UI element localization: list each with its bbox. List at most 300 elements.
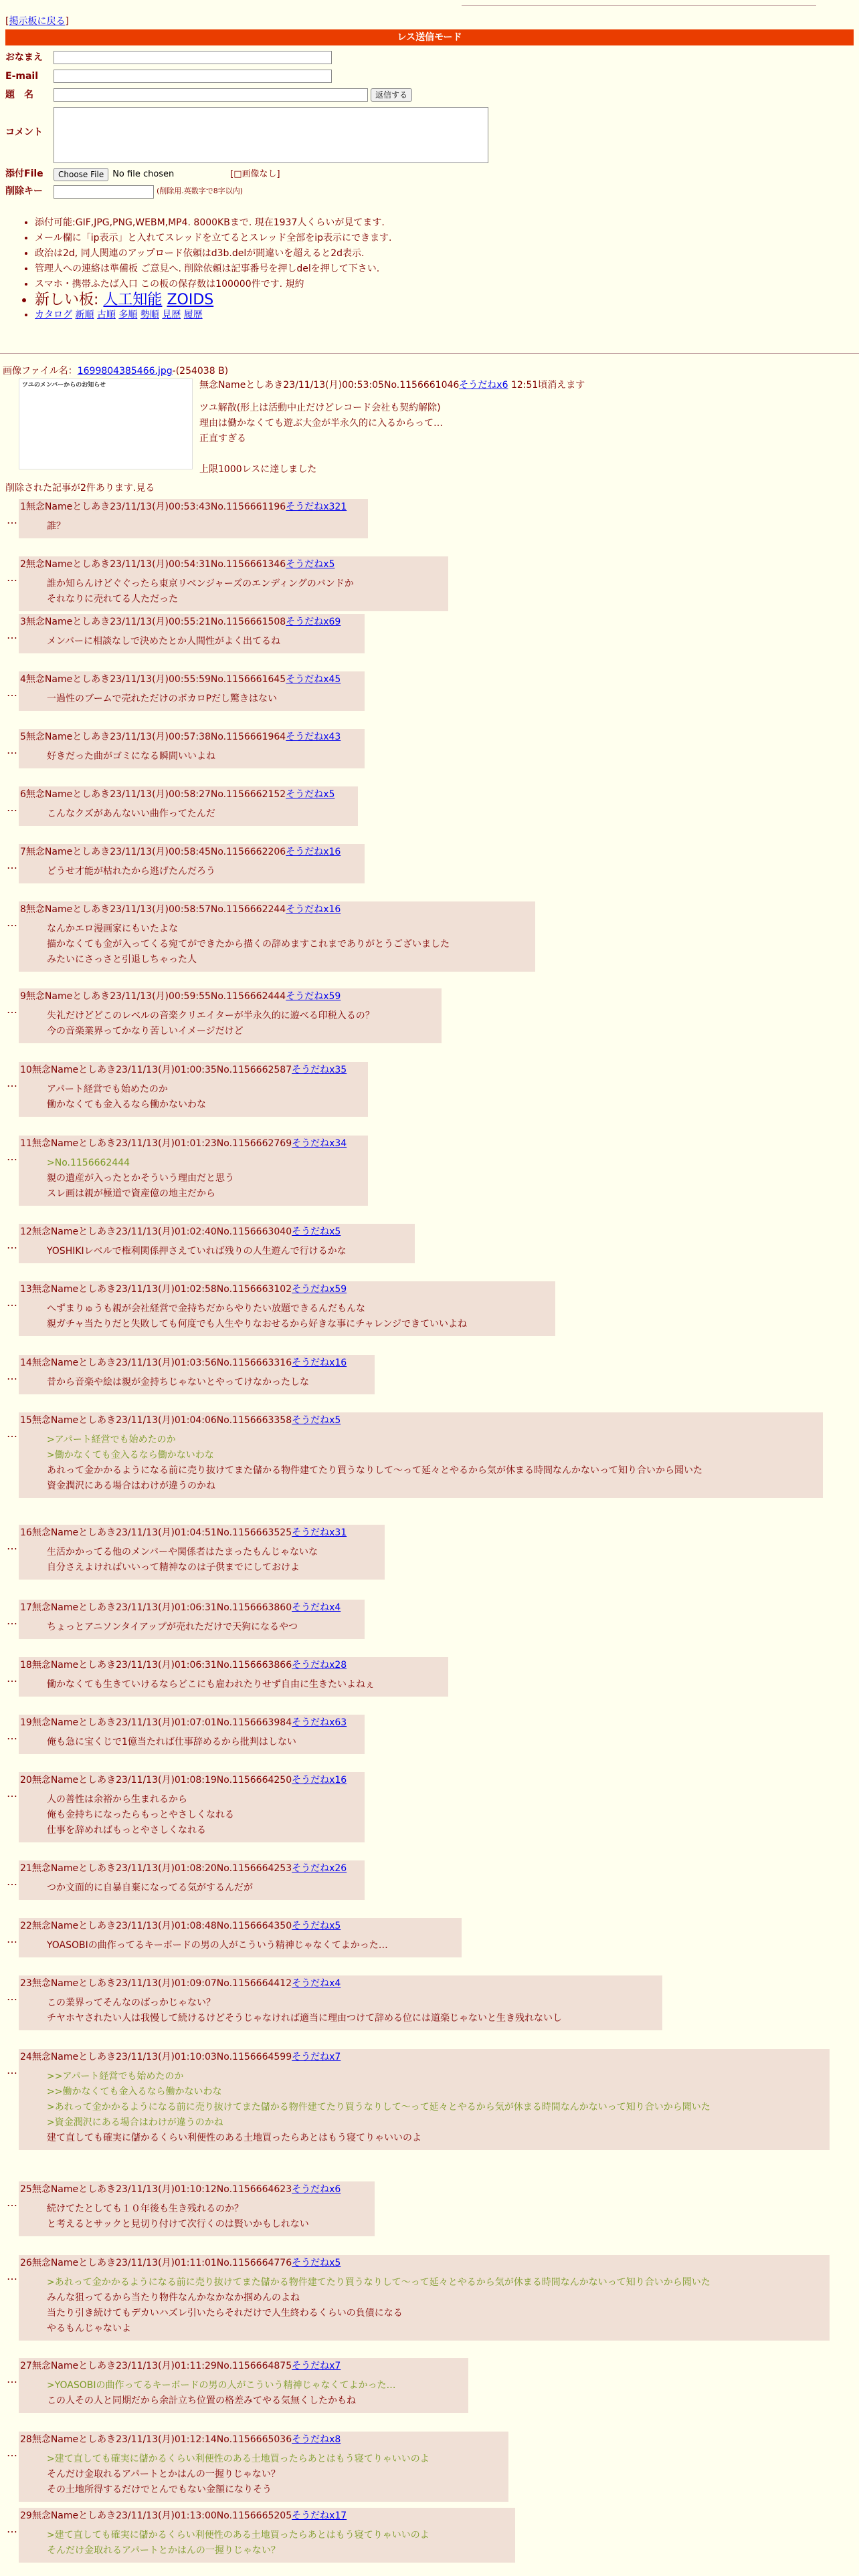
reply-header <box>20 558 436 571</box>
sodane-link[interactable]: そうだねx5 <box>286 789 335 800</box>
reply-menu-dots[interactable]: … <box>7 1077 17 1089</box>
body-line: みんな狙ってるから当たり物件なんかなかなか掴めんのよね <box>47 2292 300 2303</box>
reply-box <box>19 1412 823 1498</box>
history-link[interactable]: 履歴 <box>183 310 203 320</box>
body-line: 親ガチャ当たりだと失敗しても何度でも人生やりなおせるから好きな事にチャレンジできていいよね <box>47 1319 468 1329</box>
reply-meta: 20無念Nameとしあき23/11/13(月)01:08:19No.1156664250 <box>20 1775 292 1786</box>
reply-menu-dots[interactable]: … <box>7 2064 17 2076</box>
comment-row <box>5 107 488 163</box>
back-link-wrap: [掲示板に戻る] <box>5 16 69 27</box>
body-line: 資金潤沢にある場合はわけが違うのかね <box>47 1481 215 1491</box>
reply-menu-dots[interactable]: … <box>7 2446 17 2459</box>
reply-meta: 10無念Nameとしあき23/11/13(月)01:00:35No.1156662587 <box>20 1065 292 1075</box>
body-line: と考えるとサックと見切り付けて次行くのは賢いかもしれない <box>47 2219 309 2230</box>
reply-post <box>0 2255 830 2341</box>
reply-header <box>20 673 353 686</box>
quote-line: >働かなくても金入るなら働かないわな <box>47 1450 214 1461</box>
body-line: YOASOBIの曲作ってるキーボードの男の人がこういう精神じゃなくてよかった… <box>47 1940 388 1951</box>
body-line: 続けてたとしても１０年後も生き残れるのか？ <box>47 2204 244 2214</box>
no-image-checkbox[interactable]: [□画像なし] <box>230 169 280 179</box>
reply-post <box>0 614 365 653</box>
sodane-link[interactable]: そうだねx8 <box>292 2434 341 2445</box>
body-line: この人その人と同期だから余計立ち位置の格差みてやる気無くしたかもね <box>47 2395 356 2406</box>
file-status: No file chosen <box>112 169 175 179</box>
reply-meta: 13無念Nameとしあき23/11/13(月)01:02:58No.1156663102 <box>20 1284 292 1295</box>
comment-textarea[interactable] <box>54 107 488 163</box>
body-line: 自分さえよければいいって精神なのは子供までにしておけよ <box>47 1562 300 1573</box>
subject-input[interactable] <box>54 88 368 102</box>
body-line: どうせ才能が枯れたから逃げたんだろう <box>47 866 215 877</box>
reply-menu-dots[interactable]: … <box>7 1150 17 1163</box>
reply-post <box>0 2508 515 2563</box>
reply-menu-dots[interactable]: … <box>7 571 17 584</box>
reply-menu-dots[interactable]: … <box>7 1427 17 1440</box>
reply-header <box>20 730 353 744</box>
reply-post <box>0 1062 368 1117</box>
reply-post <box>0 1715 365 1754</box>
reply-menu-dots[interactable]: … <box>7 629 17 641</box>
note-item: • 添付可能:GIF,JPG,PNG,WEBM,MP4. 8000KBまで. 現在1937人くらいが見てます. <box>35 215 391 231</box>
reply-box <box>19 2432 508 2502</box>
reply-box <box>19 1355 375 1394</box>
reply-header <box>20 1919 450 1933</box>
reply-menu-dots[interactable]: … <box>7 1370 17 1382</box>
reply-body <box>20 1792 353 1838</box>
sodane-link[interactable]: そうだねx35 <box>292 1065 347 1075</box>
reply-body <box>20 1545 373 1576</box>
reply-menu-dots[interactable]: … <box>7 1539 17 1552</box>
reply-body <box>20 1938 450 1953</box>
reply-body <box>20 519 356 534</box>
note-item: • メール欄に「ip表示」と入れてスレッドを立てるとスレッド全部をip表示にできます. <box>35 231 391 246</box>
reply-post <box>0 1860 365 1900</box>
reply-header <box>20 1658 436 1672</box>
reply-menu-dots[interactable]: … <box>7 1239 17 1251</box>
reply-post <box>0 499 368 538</box>
sodane-link[interactable]: そうだねx59 <box>292 1284 347 1295</box>
body-line: 親の遺産が入ったとかそういう理由だと思う <box>47 1173 234 1184</box>
reply-box <box>19 786 358 826</box>
reply-header <box>20 1225 403 1239</box>
body-line: 描かなくても金が入ってくる宛てができたから描くの辞めますこれまでありがとうございました <box>47 939 450 950</box>
reply-post <box>0 671 365 711</box>
reply-meta: 22無念Nameとしあき23/11/13(月)01:08:48No.1156664350 <box>20 1921 292 1931</box>
reply-box <box>19 1772 365 1842</box>
reply-meta: 15無念Nameとしあき23/11/13(月)01:04:06No.1156663358 <box>20 1415 292 1426</box>
sodane-link[interactable]: そうだねx16 <box>286 847 341 857</box>
reply-header <box>20 2359 456 2373</box>
reply-meta: 14無念Nameとしあき23/11/13(月)01:03:56No.1156663316 <box>20 1358 292 1368</box>
reply-menu-dots[interactable]: … <box>7 744 17 756</box>
reply-meta: 24無念Nameとしあき23/11/13(月)01:10:03No.1156664599 <box>20 2052 292 2062</box>
reply-meta: 28無念Nameとしあき23/11/13(月)01:12:14No.1156665036 <box>20 2434 292 2445</box>
new-board-item: • 新しい板: 人工知能 ZOIDS <box>35 292 391 308</box>
reply-header <box>20 1977 650 1990</box>
email-label: E-mail <box>5 71 39 82</box>
reply-menu-dots[interactable]: … <box>7 1003 17 1016</box>
reply-post <box>0 1772 365 1842</box>
reply-box <box>19 2255 830 2341</box>
sodane-link[interactable]: そうだねx45 <box>286 674 341 685</box>
reply-post <box>0 2432 508 2502</box>
op-post <box>199 379 585 477</box>
sodane-link[interactable]: そうだねx16 <box>286 904 341 915</box>
reply-header <box>20 1356 363 1370</box>
reply-box <box>19 499 368 538</box>
body-line: メンバーに相談なしで決めたとか人間性がよく出てるね <box>47 636 281 647</box>
reply-body <box>20 634 353 649</box>
note-item: • スマホ・携帯ふたば入口 この板の保存数は100000件です. 規約 <box>35 277 391 292</box>
name-input[interactable] <box>54 51 332 64</box>
reply-menu-dots[interactable]: … <box>7 1296 17 1309</box>
sort-old-link[interactable]: 古順 <box>96 310 116 320</box>
reply-box <box>19 614 365 653</box>
reply-post <box>0 1918 462 1957</box>
reply-header <box>20 1601 353 1614</box>
reply-box <box>19 1975 662 2030</box>
reply-menu-dots[interactable]: … <box>7 1933 17 1945</box>
file-row <box>5 167 280 181</box>
reply-meta: 12無念Nameとしあき23/11/13(月)01:02:40No.1156663040 <box>20 1226 292 1237</box>
reply-meta: 2無念Nameとしあき23/11/13(月)00:54:31No.1156661346 <box>20 559 286 570</box>
body-line: 生活かかってる他のメンバーや関係者はたまったもんじゃないな <box>47 1547 318 1558</box>
quote-line: >建て直しても確実に儲かるくらい利便性のある土地買ったらあとはもう寝てりゃいいのよ <box>47 2530 430 2541</box>
choose-file-button[interactable]: Choose File <box>54 168 108 181</box>
reply-box <box>19 2181 375 2236</box>
reply-body <box>20 1996 650 2026</box>
reply-header <box>20 1137 356 1150</box>
reply-header <box>20 2183 363 2196</box>
reply-meta: 1無念Nameとしあき23/11/13(月)00:53:43No.1156661196 <box>20 502 286 512</box>
reply-box <box>19 2508 515 2563</box>
reply-menu-dots[interactable]: … <box>7 1614 17 1627</box>
reply-header <box>20 845 353 859</box>
body-line: 人の善性は余裕から生まれるから <box>47 1794 187 1805</box>
body-line: へずまりゅうも親が会社経営で金持ちだからやりたい放題できるんだもんな <box>47 1303 365 1314</box>
name-label: おなまえ <box>5 52 43 63</box>
body-line: 働かなくても生きていけるならどこにも雇われたりせず自由に生きたいよねぇ <box>47 1679 375 1690</box>
sodane-link[interactable]: そうだねx28 <box>292 1660 347 1671</box>
op-file-size: -(254038 B) <box>172 366 229 377</box>
reply-body <box>20 2378 456 2409</box>
body-line: 誰？ <box>47 521 66 532</box>
reply-meta: 25無念Nameとしあき23/11/13(月)01:10:12No.1156664623 <box>20 2184 292 2195</box>
sodane-link[interactable]: そうだねx63 <box>292 1717 347 1728</box>
quote-line: そんだけ金取れるアパートとかはんの一握りじゃない？ <box>47 2545 280 2556</box>
body-line: ちょっとアニソンタイアップが売れただけで天狗になるやつ <box>47 1622 298 1632</box>
reply-box <box>19 556 448 611</box>
sort-momentum-link[interactable]: 勢順 <box>140 310 159 320</box>
reply-box <box>19 844 365 883</box>
sodane-link[interactable]: そうだねx321 <box>286 502 347 512</box>
sodane-link[interactable]: そうだねx59 <box>286 991 341 1002</box>
reply-post <box>0 729 365 768</box>
reply-meta: 7無念Nameとしあき23/11/13(月)00:58:45No.1156662206 <box>20 847 286 857</box>
reply-post <box>0 556 448 611</box>
reply-header <box>20 1063 356 1077</box>
quote-line: >YOASOBIの曲作ってるキーボードの男の人がこういう精神じゃなくてよかった… <box>47 2380 396 2391</box>
reply-menu-dots[interactable]: … <box>7 2196 17 2209</box>
reply-body <box>20 576 436 607</box>
reply-header <box>20 2509 503 2523</box>
reply-box <box>19 1062 368 1117</box>
sodane-link[interactable]: そうだねx69 <box>286 617 341 627</box>
reply-menu-dots[interactable]: … <box>7 686 17 699</box>
note-item: • 政治は2d, 同人関連のアップロード依頼はd3b.delが間違いを超えると2d表示. <box>35 246 391 261</box>
reply-body <box>20 1082 356 1113</box>
reply-meta: 4無念Nameとしあき23/11/13(月)00:55:59No.1156661645 <box>20 674 286 685</box>
reply-meta: 21無念Nameとしあき23/11/13(月)01:08:20No.1156664253 <box>20 1863 292 1874</box>
body-line: 昔から音楽や絵は親が金持ちじゃないとやってけなかったしな <box>47 1377 309 1388</box>
reply-body <box>20 1620 353 1635</box>
reply-post <box>0 2049 830 2150</box>
op-sodane-link[interactable]: そうだねx6 <box>459 380 508 391</box>
reply-menu-dots[interactable]: … <box>7 859 17 871</box>
reply-meta: 11無念Nameとしあき23/11/13(月)01:01:23No.1156662769 <box>20 1138 292 1149</box>
reply-box <box>19 1860 365 1900</box>
quote-line: >No.1156662444 <box>47 1158 130 1168</box>
body-line: そんだけ金取れるアパートとかはんの一握りじゃない？ <box>47 2469 280 2480</box>
reply-box <box>19 1136 368 1206</box>
body-line: 誰か知らんけどぐぐったら東京リベンジャーズのエンディングのバンドか <box>47 578 354 589</box>
reply-post <box>0 901 535 972</box>
reply-body <box>20 1881 353 1896</box>
reply-box <box>19 671 365 711</box>
new-board-link-zoids[interactable]: ZOIDS <box>167 292 214 308</box>
reply-menu-dots[interactable]: … <box>7 514 17 526</box>
sodane-link[interactable]: そうだねx7 <box>292 2052 341 2062</box>
reply-header <box>20 2256 818 2270</box>
delkey-note: (削除用.英数字で8字以内) <box>157 187 244 196</box>
reply-body <box>20 1008 430 1039</box>
body-line: その土地所得するだけでとんでもない金額になりそう <box>47 2484 272 2495</box>
reply-header <box>20 2433 496 2446</box>
delete-key-input[interactable] <box>54 185 154 199</box>
reply-menu-dots[interactable]: … <box>7 1787 17 1800</box>
sodane-link[interactable]: そうだねx5 <box>286 559 335 570</box>
body-line: なんかエロ漫画家にもいたよな <box>47 924 178 934</box>
sodane-link[interactable]: そうだねx4 <box>292 1978 341 1989</box>
reply-post <box>0 1975 662 2030</box>
reply-meta: 23無念Nameとしあき23/11/13(月)01:09:07No.1156664412 <box>20 1978 292 1989</box>
reply-menu-dots[interactable]: … <box>7 1672 17 1685</box>
reply-body <box>20 922 523 968</box>
thumb-title: ツユのメンバーからのお知らせ <box>22 382 106 389</box>
reply-header <box>20 1716 353 1729</box>
comment-label: コメント <box>5 127 43 138</box>
reply-menu-dots[interactable]: … <box>7 1990 17 2003</box>
reply-body <box>20 807 346 822</box>
reply-menu-dots[interactable]: … <box>7 801 17 814</box>
op-thumbnail[interactable] <box>19 379 193 469</box>
reply-body <box>20 691 353 707</box>
reply-box <box>19 988 442 1043</box>
body-line: 失礼だけどどこのレベルの音楽クリエイターが半永久的に遊べる印税入るの？ <box>47 1010 375 1021</box>
reply-body <box>20 2069 818 2146</box>
reply-box <box>19 1525 385 1580</box>
submit-reply-button[interactable]: 返信する <box>371 88 412 102</box>
op-file-label: 画像ファイル名： <box>3 366 78 377</box>
body-line: 好きだった曲がゴミになる瞬間いいよね <box>47 751 215 762</box>
reply-menu-dots[interactable]: … <box>7 1729 17 1742</box>
reply-meta: 9無念Nameとしあき23/11/13(月)00:59:55No.1156662444 <box>20 991 286 1002</box>
sodane-link[interactable]: そうだねx43 <box>286 732 341 742</box>
body-line: それなりに売れてる人ただった <box>47 594 178 605</box>
subject-label: 題 名 <box>5 90 33 100</box>
sodane-link[interactable]: そうだねx17 <box>292 2510 347 2521</box>
reply-post <box>0 1412 823 1498</box>
sodane-link[interactable]: そうだねx6 <box>292 2184 341 2195</box>
body-line: チヤホヤされたい人は我慢して続けるけどそうじゃなければ適当に理由つけて辞める位には道楽じゃないと生き残れないし <box>47 2013 562 2024</box>
reply-menu-dots[interactable]: … <box>7 916 17 929</box>
reply-meta: 18無念Nameとしあき23/11/13(月)01:06:31No.1156663866 <box>20 1660 292 1671</box>
sodane-link[interactable]: そうだねx16 <box>292 1358 347 1368</box>
reply-body <box>20 1244 403 1259</box>
sodane-link[interactable]: そうだねx5 <box>292 1226 341 1237</box>
reply-box <box>19 2049 830 2150</box>
back-to-board-link[interactable]: 掲示板に戻る <box>9 16 66 27</box>
reply-box <box>19 729 365 768</box>
reply-meta: 29無念Nameとしあき23/11/13(月)01:13:00No.1156665205 <box>20 2510 292 2521</box>
body-line: みたいにさっさと引退しちゃった人 <box>47 954 197 965</box>
reply-body <box>20 749 353 764</box>
quote-line: >建て直しても確実に儲かるくらい利便性のある土地買ったらあとはもう寝てりゃいいのよ <box>47 2454 430 2464</box>
reply-body <box>20 2275 818 2337</box>
reply-header <box>20 1774 353 1787</box>
reply-post <box>0 786 358 826</box>
reply-post <box>0 844 365 883</box>
reply-body <box>20 1735 353 1750</box>
subject-row <box>5 88 412 102</box>
reply-meta: 26無念Nameとしあき23/11/13(月)01:11:01No.1156664776 <box>20 2258 292 2268</box>
file-label: 添付File <box>5 169 43 179</box>
reply-body <box>20 1677 436 1693</box>
op-file-line <box>3 364 228 379</box>
sodane-link[interactable]: そうだねx5 <box>292 1415 341 1426</box>
reply-post <box>0 1224 415 1263</box>
sodane-link[interactable]: そうだねx26 <box>292 1863 347 1874</box>
catalog-link[interactable]: カタログ <box>35 310 72 320</box>
reply-body <box>20 864 353 879</box>
reply-post <box>0 1136 368 1206</box>
body-line: スレ画は親が極道で資産億の地主だから <box>47 1188 215 1199</box>
reply-box <box>19 2358 468 2413</box>
view-history-link[interactable]: 見歴 <box>162 310 181 320</box>
body-line: アパート経営でも始めたのか <box>47 1084 168 1095</box>
top-divider <box>462 5 816 6</box>
reply-header <box>20 1283 543 1296</box>
sodane-link[interactable]: そうだねx16 <box>292 1775 347 1786</box>
reply-meta: 27無念Nameとしあき23/11/13(月)01:11:29No.1156664875 <box>20 2361 292 2371</box>
reply-meta: 8無念Nameとしあき23/11/13(月)00:58:57No.1156662244 <box>20 904 286 915</box>
op-file-link[interactable]: 1699804385466.jpg <box>77 366 173 377</box>
reply-meta: 16無念Nameとしあき23/11/13(月)01:04:51No.1156663525 <box>20 1527 292 1538</box>
reply-menu-dots[interactable]: … <box>7 2523 17 2535</box>
reply-post <box>0 1600 365 1639</box>
reply-header <box>20 1414 811 1427</box>
reply-post <box>0 1525 385 1580</box>
body-line: 一過性のブームで売れただけのボカロPだし驚きはない <box>47 693 278 704</box>
quote-line: >アパート経営でも始めたのか <box>47 1434 176 1445</box>
body-line: あれって金かかるようになる前に売り抜けてまた儲かる物件建てたり買うなりして〜って延々とやるから気が休まる時間なんかないって知り合いから聞いた <box>47 1465 702 1476</box>
reply-body <box>20 2528 503 2559</box>
sort-new-link[interactable]: 新順 <box>75 310 94 320</box>
body-line: この業界ってそんなのばっかじゃない？ <box>47 1998 215 2008</box>
reply-meta: 19無念Nameとしあき23/11/13(月)01:07:01No.1156663984 <box>20 1717 292 1728</box>
reply-meta: 6無念Nameとしあき23/11/13(月)00:58:27No.1156662152 <box>20 789 286 800</box>
reply-body <box>20 1301 543 1332</box>
body-line: 俺も金持ちになったらもっとやさしくなれる <box>47 1810 234 1820</box>
email-row <box>5 70 332 84</box>
deleted-posts-note[interactable]: 削除された記事が2件あります.見る <box>5 483 155 494</box>
reply-post <box>0 2181 375 2236</box>
body-line: YOSHIKIレベルで権利関係押さえていれば残りの人生遊んで行けるかな <box>47 1246 347 1257</box>
reply-header <box>20 990 430 1003</box>
reply-post <box>0 988 442 1043</box>
reply-post <box>0 2358 468 2413</box>
reply-post <box>0 1281 555 1336</box>
email-input[interactable] <box>54 70 332 83</box>
reply-meta: 17無念Nameとしあき23/11/13(月)01:06:31No.1156663860 <box>20 1602 292 1613</box>
reply-body <box>20 2452 496 2498</box>
reply-mode-bar: レス送信モード <box>5 29 854 45</box>
body-line: こんなクズがあんないい曲作ってたんだ <box>47 809 215 819</box>
reply-meta: 5無念Nameとしあき23/11/13(月)00:57:38No.1156661964 <box>20 732 286 742</box>
reply-header <box>20 615 353 629</box>
reply-menu-dots[interactable]: … <box>7 2373 17 2385</box>
reply-menu-dots[interactable]: … <box>7 1875 17 1888</box>
sodane-link[interactable]: そうだねx5 <box>292 1921 341 1931</box>
reply-box <box>19 1224 415 1263</box>
body-line: 俺も急に宝くじで1億当たれば仕事辞めるから批判はしない <box>47 1737 296 1747</box>
reply-header <box>20 2050 818 2064</box>
new-board-link-ai[interactable]: 人工知能 <box>103 292 163 308</box>
reply-body <box>20 1156 356 1202</box>
quote-line: >あれって金かかるようになる前に売り抜けてまた儲かる物件建てたり買うなりして〜って延々とやるから気が休まる時間なんかないって知り合いから聞いた <box>47 2102 710 2113</box>
reply-box <box>19 1281 555 1336</box>
quote-line: >>アパート経営でも始めたのか <box>47 2071 184 2082</box>
sodane-link[interactable]: そうだねx4 <box>292 1602 341 1613</box>
reply-body <box>20 2202 363 2232</box>
sodane-link[interactable]: そうだねx31 <box>292 1527 347 1538</box>
reply-header <box>20 903 523 916</box>
sodane-link[interactable]: そうだねx7 <box>292 2361 341 2371</box>
reply-menu-dots[interactable]: … <box>7 2270 17 2282</box>
sodane-link[interactable]: そうだねx34 <box>292 1138 347 1149</box>
quote-line: >資金潤沢にある場合はわけが違うのかね <box>47 2117 223 2128</box>
note-item: • 管理人への連絡は準備板 ご意見へ. 削除依頼は記事番号を押しdelを押して下さい. <box>35 261 391 277</box>
body-line: 建て直しても確実に儲かるくらい利便性のある土地買ったらあとはもう寝てりゃいいのよ <box>47 2133 421 2143</box>
delkey-row <box>5 185 243 199</box>
body-line: やるもんじゃないよ <box>47 2323 131 2334</box>
body-line: 仕事を辞めればもっとやさしくなれる <box>47 1825 206 1836</box>
delkey-label: 削除キー <box>5 186 43 197</box>
body-line: 働かなくても金入るなら働かないわな <box>47 1099 206 1110</box>
reply-body <box>20 1375 363 1390</box>
reply-meta: 3無念Nameとしあき23/11/13(月)00:55:21No.1156661508 <box>20 617 286 627</box>
sort-many-link[interactable]: 多順 <box>118 310 138 320</box>
op-header: 無念Nameとしあき23/11/13(月)00:53:05No.1156661046そうだねx6 12:51頃消えます <box>199 380 585 391</box>
reply-box <box>19 1918 462 1957</box>
op-body: ツユ解散(形上は活動中止だけどレコード会社も契約解除) 理由は働かなくても遊ぶ大金が半永久的に入るからって… 正直すぎる 上限1000レスに達しました <box>199 403 443 475</box>
body-line: 今の音楽業界ってかなり苦しいイメージだけど <box>47 1026 244 1037</box>
reply-post <box>0 1355 375 1394</box>
reply-box <box>19 1715 365 1754</box>
reply-header <box>20 788 346 801</box>
reply-body <box>20 1432 811 1494</box>
sodane-link[interactable]: そうだねx5 <box>292 2258 341 2268</box>
quote-line: >>働かなくても金入るなら働かないわな <box>47 2086 222 2097</box>
